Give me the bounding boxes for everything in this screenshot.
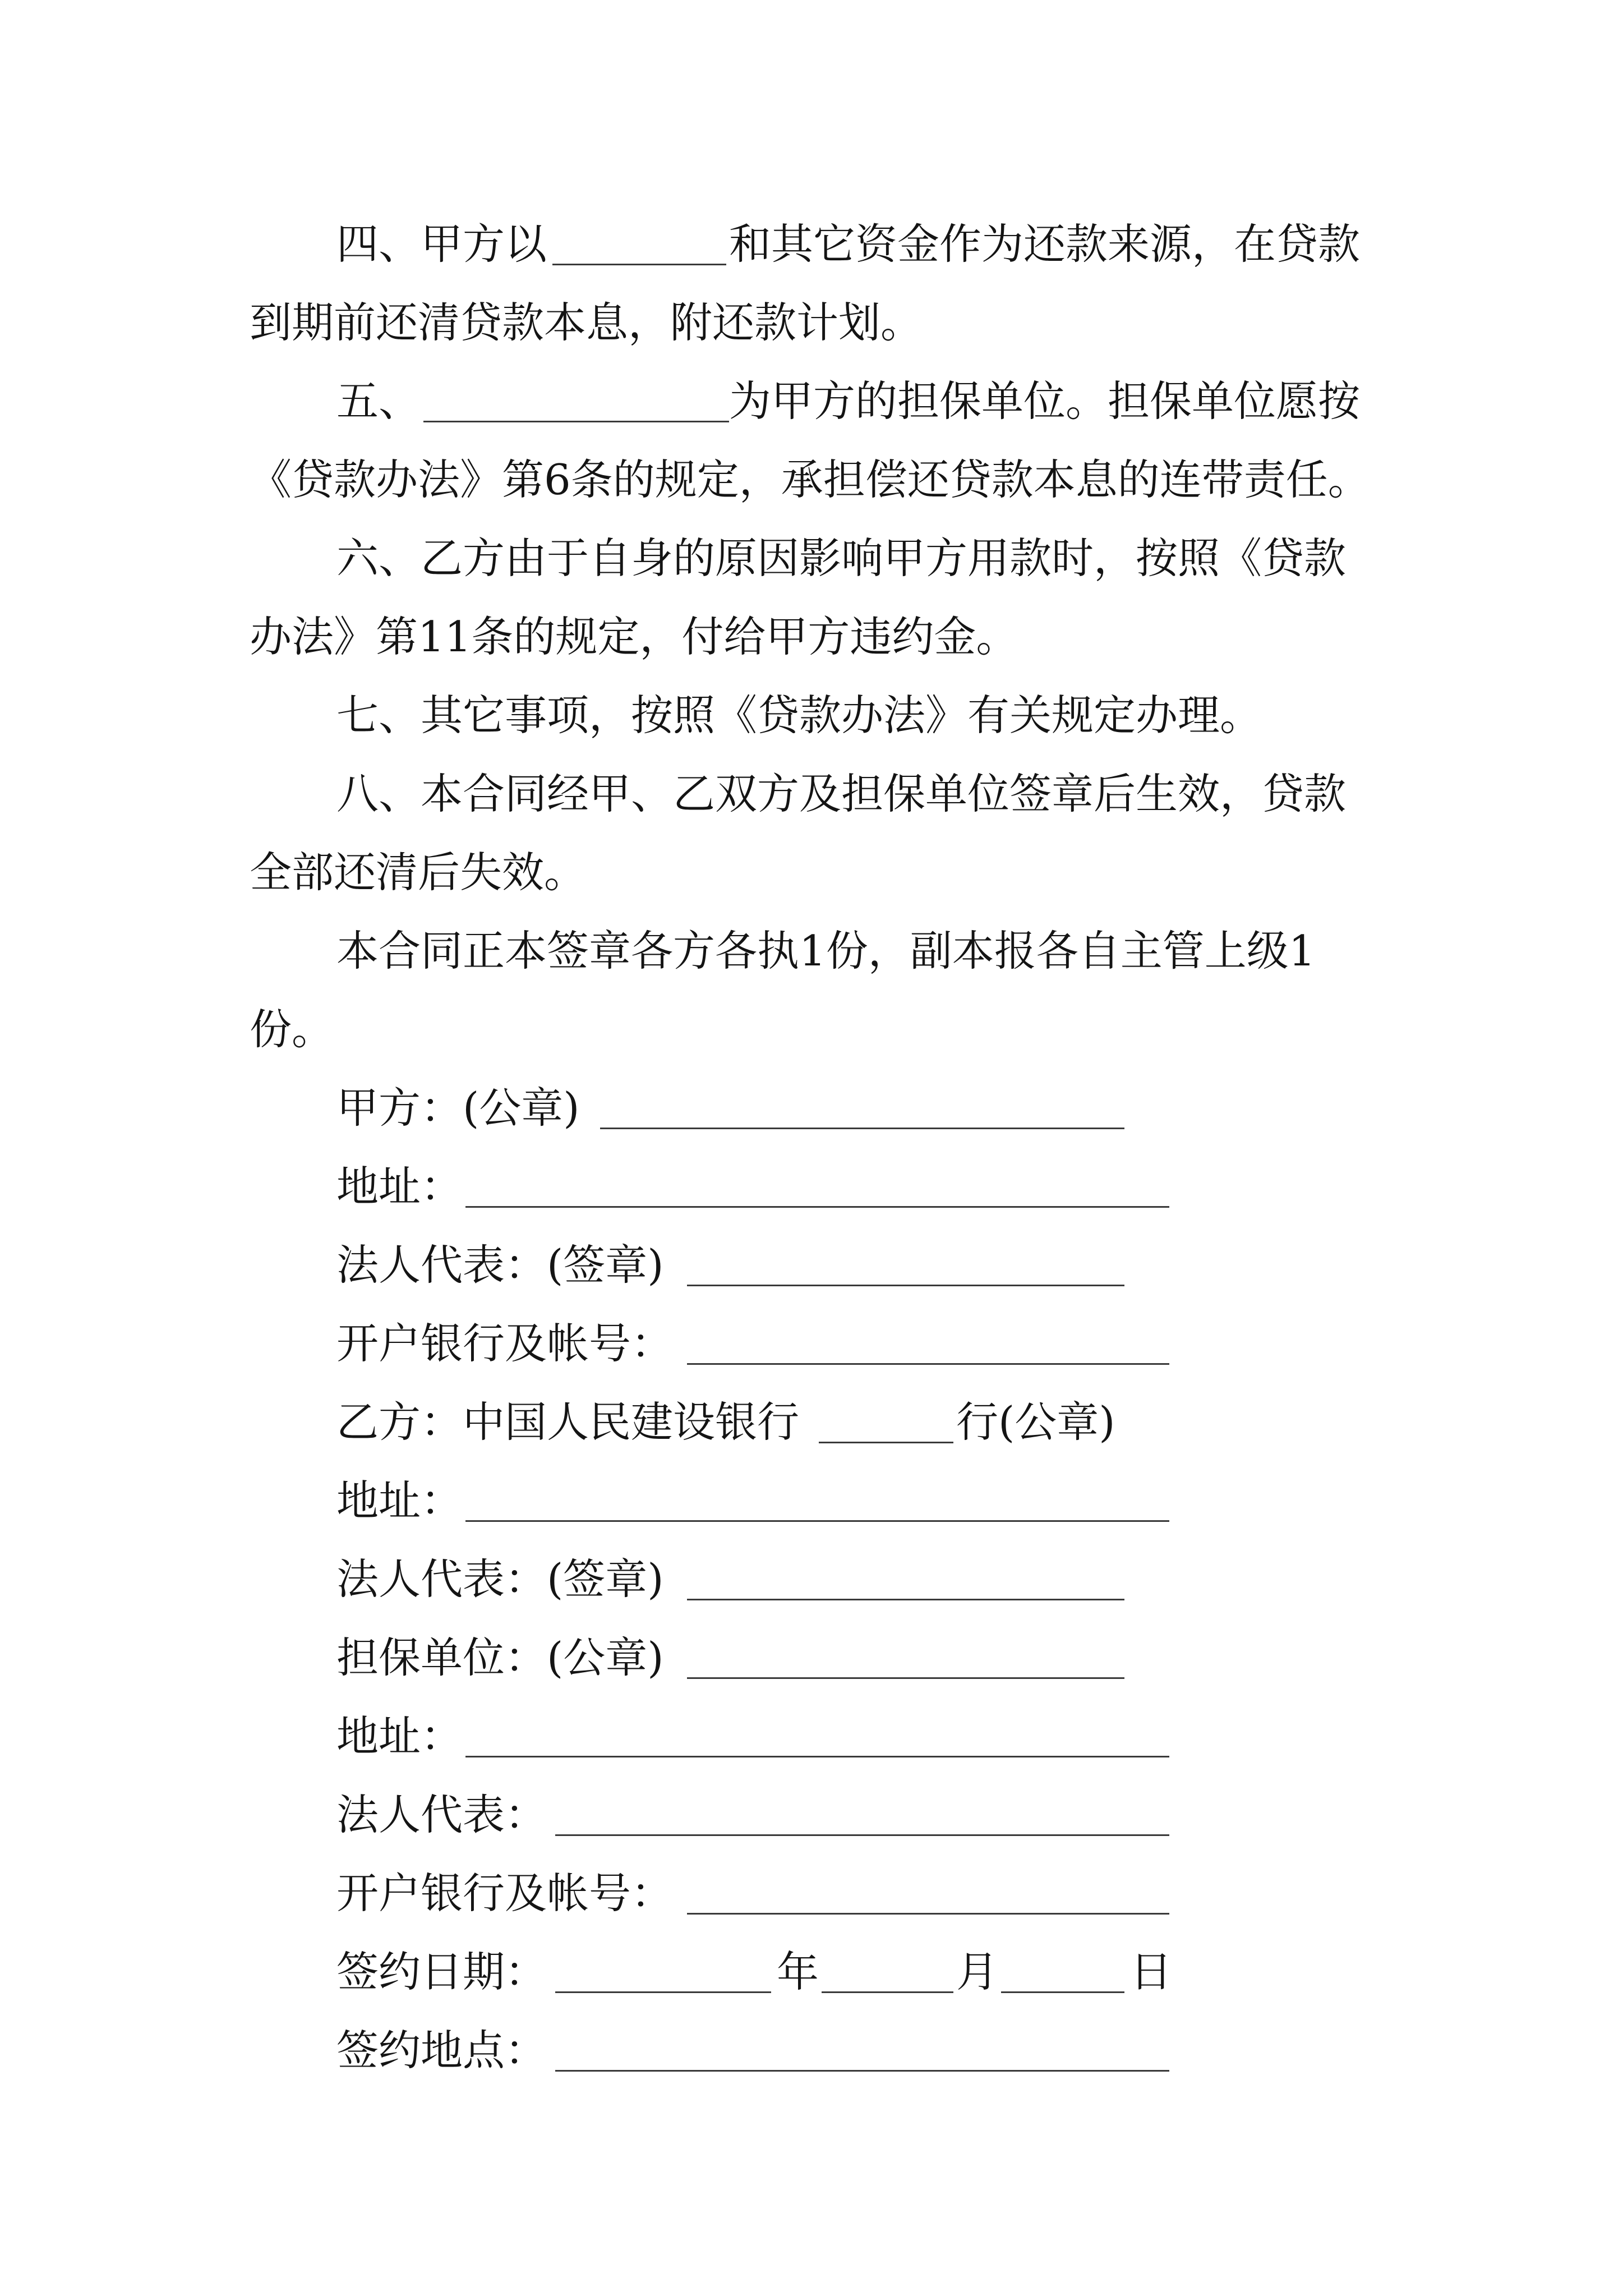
party-b-suffix: 行(公章) bbox=[956, 1397, 1115, 1447]
party-b-branch-blank[interactable] bbox=[819, 1442, 953, 1443]
party-a-address-blank[interactable] bbox=[465, 1206, 1169, 1208]
clause-4-prefix: 四、甲方以 bbox=[336, 219, 547, 269]
party-b-address-blank[interactable] bbox=[465, 1520, 1169, 1522]
contract-page: 四、甲方以 和其它资金作为还款来源，在贷款 到期前还清贷款本息，附还款计划。 五、 为甲方的担保单位。担保单位愿按 《贷款办法》第6条的规定，承担偿还贷款本息的连带责任。 六、乙方由于自身的原因影响甲方用款时，按照《贷款 办法》第11条的规定，付给甲方违约金。 七、其它事项，按照《贷款办法》有关规定办理。 八、本合同经甲、乙双方及担保单位签章后生效，贷款 全部还清后失效。 本合同正本签章各方各执1份，副本报各自主管上级1 份。 甲方：(公章) 地址： 法人代表：(签章) 开户银行及帐号： 乙方：中国人民建设银行 行(公章) 地址： 法人代表：(签章) 担保单位：(公章) 地址： 法人代表： 开户银行及帐号： 签约日期： 年 月 日 签约地点： bbox=[0, 0, 1623, 2296]
guarantor-address-blank[interactable] bbox=[465, 1756, 1169, 1757]
guarantor-seal-blank[interactable] bbox=[687, 1677, 1124, 1679]
sign-date-year-label: 年 bbox=[777, 1947, 819, 1996]
party-b-rep-label: 法人代表：(签章) bbox=[336, 1554, 664, 1604]
clause-4-repayment-source-blank[interactable] bbox=[552, 264, 726, 265]
clause-5-guarantor-blank[interactable] bbox=[423, 421, 729, 422]
party-a-bank-blank[interactable] bbox=[687, 1363, 1169, 1365]
clause-4-line-1 bbox=[0, 205, 1623, 283]
party-a-address-label: 地址： bbox=[336, 1162, 463, 1211]
guarantor-rep-blank[interactable] bbox=[555, 1834, 1169, 1836]
guarantor-bank-blank[interactable] bbox=[687, 1913, 1169, 1915]
sign-date-month-blank[interactable] bbox=[822, 1991, 953, 1993]
clause-5-prefix: 五、 bbox=[336, 376, 421, 426]
guarantor-rep-label: 法人代表： bbox=[336, 1790, 547, 1839]
sign-date-label: 签约日期： bbox=[336, 1947, 547, 1996]
sign-date-year-blank[interactable] bbox=[555, 1991, 771, 1993]
party-a-bank-label: 开户银行及帐号： bbox=[336, 1319, 674, 1368]
party-a-rep-label: 法人代表：(签章) bbox=[336, 1240, 664, 1290]
sign-place-blank[interactable] bbox=[555, 2070, 1169, 2072]
sign-date-month-label: 月 bbox=[956, 1947, 999, 1996]
sign-date-day-label: 日 bbox=[1130, 1947, 1173, 1996]
party-b-address-label: 地址： bbox=[336, 1476, 463, 1525]
guarantor-label: 担保单位：(公章) bbox=[336, 1633, 664, 1682]
party-a-seal-blank[interactable] bbox=[600, 1128, 1124, 1129]
sign-date-day-blank[interactable] bbox=[1001, 1991, 1124, 1993]
clause-5-suffix: 为甲方的担保单位。担保单位愿按 bbox=[729, 376, 1361, 426]
clause-4-suffix: 和其它资金作为还款来源，在贷款 bbox=[729, 219, 1361, 269]
party-b-label: 乙方：中国人民建设银行 bbox=[336, 1397, 800, 1447]
party-a-rep-blank[interactable] bbox=[687, 1285, 1124, 1286]
guarantor-bank-label: 开户银行及帐号： bbox=[336, 1869, 674, 1918]
guarantor-address-label: 地址： bbox=[336, 1711, 463, 1761]
party-a-label: 甲方：(公章) bbox=[336, 1083, 580, 1133]
party-b-rep-blank[interactable] bbox=[687, 1599, 1124, 1600]
sign-place-label: 签约地点： bbox=[336, 2026, 547, 2075]
